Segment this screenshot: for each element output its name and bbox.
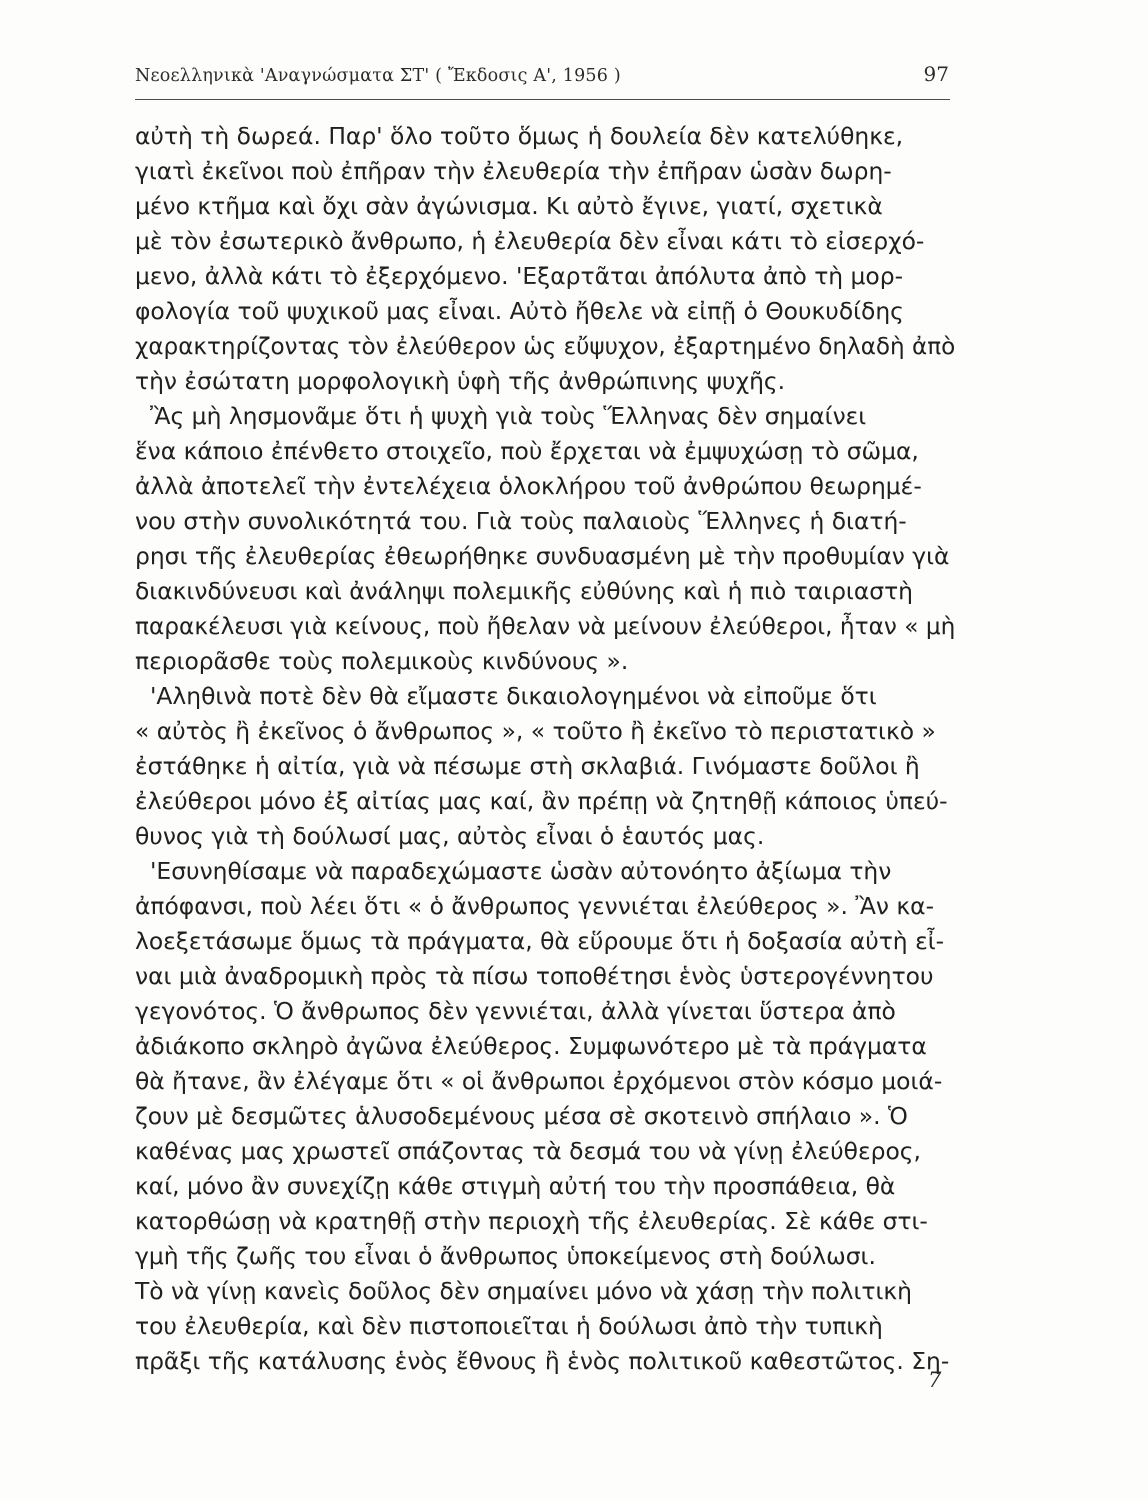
text-line: περιορᾶσθε τοὺς πολεμικοὺς κινδύνους ». <box>135 647 629 675</box>
running-head: Νεοελληνικὰ 'Αναγνώσματα ΣΤ' ( Ἔκδοσις Α', 1956 ) <box>135 66 621 86</box>
text-line: μένο κτῆμα καὶ ὄχι σὰν ἀγώνισμα. Κι αὐτὸ ἔγινε, γιατί, σχετικὰ <box>135 192 883 220</box>
text-line: παρακέλευσι γιὰ κείνους, ποὺ ἤθελαν νὰ μείνουν ἐλεύθεροι, ἦταν « μὴ <box>135 612 956 640</box>
signature-mark: 7 <box>928 1368 942 1392</box>
text-line: διακινδύνευσι καὶ ἀνάληψι πολεμικῆς εὐθύνης καὶ ἡ πιὸ ταιριαστὴ <box>135 577 913 605</box>
text-line: νου στὴν συνολικότητά του. Γιὰ τοὺς παλαιοὺς Ἕλληνες ἡ διατή- <box>135 507 907 535</box>
text-line: φολογία τοῦ ψυχικοῦ μας εἶναι. Αὐτὸ ἤθελε νὰ εἰπῇ ὁ Θουκυδίδης <box>135 297 904 325</box>
text-line: κατορθώσῃ νὰ κρατηθῇ στὴν περιοχὴ τῆς ἐλευθερίας. Σὲ κάθε στι- <box>135 1207 928 1235</box>
text-line: θὰ ἤτανε, ἂν ἐλέγαμε ὅτι « οἱ ἄνθρωποι ἐρχόμενοι στὸν κόσμο μοιά- <box>135 1067 943 1095</box>
text-line: ἐστάθηκε ἡ αἰτία, γιὰ νὰ πέσωμε στὴ σκλαβιά. Γινόμαστε δοῦλοι ἢ <box>135 752 920 780</box>
text-line: ζουν μὲ δεσμῶτες ἁλυσοδεμένους μέσα σὲ σκοτεινὸ σπήλαιο ». Ὁ <box>135 1102 908 1130</box>
text-line: ρησι τῆς ἐλευθερίας ἐθεωρήθηκε συνδυασμένη μὲ τὴν προθυμίαν γιὰ <box>135 542 950 570</box>
text-line: γεγονότος. Ὁ ἄνθρωπος δὲν γεννιέται, ἀλλὰ γίνεται ὕστερα ἀπὸ <box>135 997 896 1025</box>
text-line: ἀπόφανσι, ποὺ λέει ὅτι « ὁ ἄνθρωπος γεννιέται ἐλεύθερος ». Ἂν κα- <box>135 892 935 920</box>
text-line: ἀδιάκοπο σκληρὸ ἀγῶνα ἐλεύθερος. Συμφωνότερο μὲ τὰ πράγματα <box>135 1032 927 1060</box>
text-line: Τὸ νὰ γίνῃ κανεὶς δοῦλος δὲν σημαίνει μόνο νὰ χάσῃ τὴν πολιτικὴ <box>135 1277 912 1305</box>
text-line: 'Εσυνηθίσαμε νὰ παραδεχώμαστε ὡσὰν αὐτονόητο ἀξίωμα τὴν <box>150 857 892 885</box>
text-line: του ἐλευθερία, καὶ δὲν πιστοποιεῖται ἡ δούλωσι ἀπὸ τὴν τυπικὴ <box>135 1312 883 1340</box>
text-line: καί, μόνο ἂν συνεχίζῃ κάθε στιγμὴ αὐτή του τὴν προσπάθεια, θὰ <box>135 1172 896 1200</box>
text-line: αὐτὴ τὴ δωρεά. Παρ' ὅλο τοῦτο ὅμως ἡ δουλεία δὲν κατελύθηκε, <box>135 122 904 150</box>
text-line: καθένας μας χρωστεῖ σπάζοντας τὰ δεσμά του νὰ γίνῃ ἐλεύθερος, <box>135 1137 921 1165</box>
text-line: πρᾶξι τῆς κατάλυσης ἑνὸς ἔθνους ἢ ἑνὸς πολιτικοῦ καθεστῶτος. Ση- <box>135 1347 950 1375</box>
text-line: ἀλλὰ ἀποτελεῖ τὴν ἐντελέχεια ὁλοκλήρου τοῦ ἀνθρώπου θεωρημέ- <box>135 472 922 500</box>
text-line: 'Αληθινὰ ποτὲ δὲν θὰ εἴμαστε δικαιολογημένοι νὰ εἰποῦμε ὅτι <box>150 682 877 710</box>
text-line: ἐλεύθεροι μόνο ἐξ αἰτίας μας καί, ἂν πρέπῃ νὰ ζητηθῇ κάποιος ὑπεύ- <box>135 787 948 815</box>
text-line: μὲ τὸν ἐσωτερικὸ ἄνθρωπο, ἡ ἐλευθερία δὲν εἶναι κάτι τὸ εἰσερχό- <box>135 227 925 255</box>
text-line: « αὐτὸς ἢ ἐκεῖνος ὁ ἄνθρωπος », « τοῦτο ἢ ἐκεῖνο τὸ περιστατικὸ » <box>135 717 936 745</box>
text-line: τὴν ἐσώτατη μορφολογικὴ ὑφὴ τῆς ἀνθρώπινης ψυχῆς. <box>135 367 786 395</box>
text-line: Ἂς μὴ λησμονᾶμε ὅτι ἡ ψυχὴ γιὰ τοὺς Ἕλληνας δὲν σημαίνει <box>150 402 867 430</box>
text-line: χαρακτηρίζοντας τὸν ἐλεύθερον ὡς εὔψυχον, ἐξαρτημένο δηλαδὴ ἀπὸ <box>135 332 956 360</box>
text-line: θυνος γιὰ τὴ δούλωσί μας, αὐτὸς εἶναι ὁ ἑαυτός μας. <box>135 822 765 850</box>
page-header <box>135 62 955 96</box>
text-line: γμὴ τῆς ζωῆς του εἶναι ὁ ἄνθρωπος ὑποκείμενος στὴ δούλωσι. <box>135 1242 876 1270</box>
text-line: λοεξετάσωμε ὅμως τὰ πράγματα, θὰ εὕρουμε ὅτι ἡ δοξασία αὐτὴ εἶ- <box>135 927 945 955</box>
text-line: γιατὶ ἐκεῖνοι ποὺ ἐπῆραν τὴν ἐλευθερία τὴν ἐπῆραν ὡσὰν δωρη- <box>135 157 892 185</box>
text-line: ἕνα κάποιο ἐπένθετο στοιχεῖο, ποὺ ἔρχεται νὰ ἐμψυχώσῃ τὸ σῶμα, <box>135 437 919 465</box>
page-number: 97 <box>923 62 949 86</box>
text-line: ναι μιὰ ἀναδρομικὴ πρὸς τὰ πίσω τοποθέτησι ἑνὸς ὑστερογέννητου <box>135 962 934 990</box>
text-line: μενο, ἀλλὰ κάτι τὸ ἐξερχόμενο. 'Εξαρτᾶται ἀπόλυτα ἀπὸ τὴ μορ- <box>135 262 904 290</box>
header-rule <box>135 99 950 100</box>
